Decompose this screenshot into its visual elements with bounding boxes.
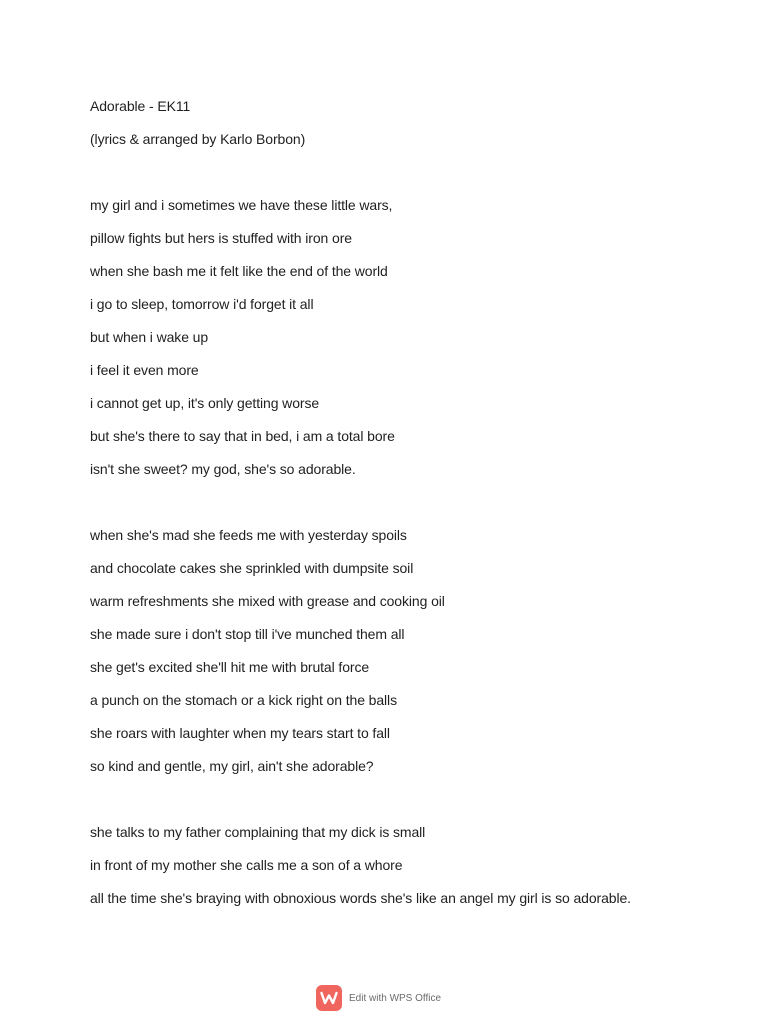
document-title: Adorable - EK11	[90, 98, 191, 114]
stanza-3	[90, 816, 730, 915]
lyric-line: my girl and i sometimes we have these little wars,	[90, 197, 393, 213]
lyric-line: a punch on the stomach or a kick right on the balls	[90, 692, 397, 708]
lyric-line: warm refreshments she mixed with grease and cooking oil	[90, 593, 445, 609]
lyric-line: when she's mad she feeds me with yesterday spoils	[90, 527, 407, 543]
stanza-gap	[90, 156, 730, 189]
lyric-line: all the time she's braying with obnoxious words she's like an angel my girl is so adorable.	[90, 890, 631, 906]
document-subtitle: (lyrics & arranged by Karlo Borbon)	[90, 131, 306, 147]
edit-with-wps-link[interactable]	[316, 984, 441, 1012]
lyric-line: i go to sleep, tomorrow i'd forget it all	[90, 296, 314, 312]
lyric-line: she get's excited she'll hit me with brutal force	[90, 659, 370, 675]
lyric-line: and chocolate cakes she sprinkled with dumpsite soil	[90, 560, 414, 576]
edit-with-wps-label: Edit with WPS Office	[349, 992, 442, 1004]
stanza-gap	[90, 486, 730, 519]
lyric-line: i cannot get up, it's only getting worse	[90, 395, 320, 411]
lyric-line: so kind and gentle, my girl, ain't she adorable?	[90, 758, 374, 774]
lyric-line: in front of my mother she calls me a son of a whore	[90, 857, 403, 873]
lyric-line: she roars with laughter when my tears start to fall	[90, 725, 390, 741]
document-body	[90, 90, 730, 915]
lyric-line: but she's there to say that in bed, i am a total bore	[90, 428, 395, 444]
lyric-line: she made sure i don't stop till i've munched them all	[90, 626, 405, 642]
lyric-line: i feel it even more	[90, 362, 199, 378]
lyric-line: isn't she sweet? my god, she's so adorable.	[90, 461, 356, 477]
wps-logo-icon	[316, 985, 342, 1011]
stanza-2	[90, 519, 730, 783]
stanza-gap	[90, 783, 730, 816]
lyric-line: she talks to my father complaining that my dick is small	[90, 824, 426, 840]
stanza-1	[90, 189, 730, 486]
lyric-line: but when i wake up	[90, 329, 209, 345]
lyric-line: pillow fights but hers is stuffed with iron ore	[90, 230, 352, 246]
lyric-line: when she bash me it felt like the end of the world	[90, 263, 388, 279]
